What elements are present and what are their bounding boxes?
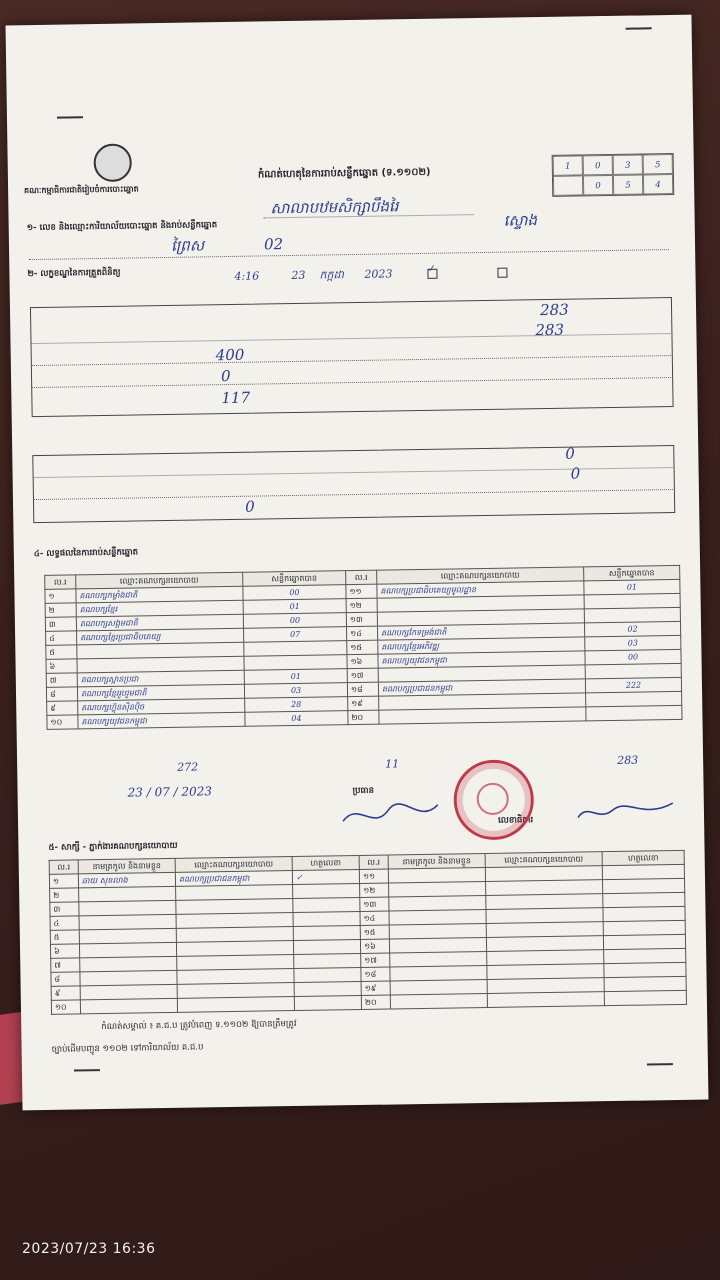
party-cell: [487, 992, 604, 1008]
name-cell: [390, 952, 487, 968]
name-cell: [80, 970, 177, 986]
sign-cell: [603, 920, 685, 935]
emblem-logo: [93, 143, 132, 182]
col-no-cell: ១០: [47, 715, 78, 729]
col-no-cell: ៨: [51, 972, 80, 986]
col-no-cell: ១១: [359, 869, 388, 883]
name-cell: ឆាយ សុខលាង: [78, 872, 175, 888]
name-cell: [390, 994, 487, 1010]
sign-cell: [294, 953, 361, 968]
results-table: [44, 565, 682, 730]
complaints-count: 0: [244, 497, 255, 516]
col-no-cell: ១៩: [361, 981, 390, 995]
section2-label: ២- លក្ខខណ្ឌនៃការត្រួតពិនិត្យ: [27, 267, 121, 280]
col-no-cell: ៦: [50, 944, 79, 958]
col-no-cell: ១៧: [361, 953, 390, 967]
name-cell: [80, 998, 177, 1014]
checkbox-no: [497, 268, 507, 278]
count-month: កក្កដា: [319, 268, 345, 282]
col-no-cell: ១: [49, 874, 78, 888]
photo-timestamp: 2023/07/23 16:36: [22, 1241, 156, 1257]
name-cell: [80, 984, 177, 1000]
sign-cell: [294, 995, 361, 1010]
col-no-cell: ៨: [46, 687, 77, 701]
col-sign: ហត្ថលេខា: [292, 856, 359, 871]
name-cell: [79, 942, 176, 958]
results-label: ៤- លទ្ធផលនៃការរាប់សន្លឹកឆ្នោត: [33, 547, 139, 560]
sign-cell: [293, 883, 360, 898]
name-cell: [79, 900, 176, 916]
station-name: សាលាបឋមសិក្សាបឹងរៃ: [270, 197, 399, 218]
votes-cell: 01: [244, 669, 347, 685]
sign-date: 23 / 07 / 2023: [127, 784, 213, 800]
secretary-label: លេខាធិការ: [497, 815, 534, 826]
divider: [29, 249, 669, 260]
witness-table: [49, 850, 687, 1015]
col-no-cell: ១៧: [347, 668, 378, 682]
votes-cell: 00: [243, 613, 346, 629]
col-no-cell: ១៥: [360, 925, 389, 939]
sign-cell: [604, 948, 686, 963]
col-no-cell: ១១: [346, 584, 377, 598]
district-name: ស្ទោង: [503, 211, 538, 230]
votes-cell: 04: [245, 711, 348, 727]
col-no-cell: ១៦: [347, 654, 378, 668]
sign-cell: ✓: [292, 870, 359, 885]
votes-cell: [585, 663, 681, 679]
col-party: ឈ្មោះគណបក្សនយោបាយ: [485, 852, 602, 868]
col-no-cell: ១៩: [348, 696, 379, 710]
col-votes: សន្លឹកឆ្នោតបាន: [243, 571, 346, 587]
party-cell: គណបក្សសង្គមជាតិ: [76, 614, 243, 631]
col-no-cell: ១៣: [346, 612, 377, 626]
votes-cell: 28: [245, 697, 348, 713]
sign-cell: [293, 897, 360, 912]
col-party: ឈ្មោះគណបក្សនយោបាយ: [76, 572, 243, 589]
form-corner-mark: [647, 1063, 673, 1065]
party-cell: គណបក្សកម្លាំងជាតិ: [76, 586, 243, 603]
sign-cell: [604, 976, 686, 991]
sign-cell: [602, 864, 684, 879]
col-no-cell: ២០: [361, 995, 390, 1009]
form-corner-mark: [626, 27, 652, 29]
name-cell: [79, 914, 176, 930]
grand-total: 283: [617, 753, 639, 767]
col-no-cell: ២០: [348, 710, 379, 724]
name-cell: [80, 956, 177, 972]
col-no-cell: ១៦: [360, 939, 389, 953]
ballots-unused: 117: [221, 388, 251, 408]
voters-total: 283: [539, 300, 569, 320]
party-cell: គណបក្សកែទម្រង់ជាតិ: [378, 623, 585, 640]
col-name: នាមត្រកូល និងនាមខ្លួន: [78, 858, 175, 874]
ballots-spoiled: 0: [220, 366, 231, 386]
name-cell: [79, 886, 176, 902]
col-no-cell: ៣: [50, 902, 79, 916]
footer-line2: ច្បាប់ដើមបញ្ជូន ១១០២ ទៅការិយាល័យ គ.ជ.ប: [51, 1042, 204, 1055]
votes-cell: [584, 593, 680, 609]
party-cell: គណបក្សខ្មែរ: [76, 600, 243, 617]
footer-note: កំណត់សម្គាល់ ៖ គ.ជ.ប ត្រូវបំពេញ ទ.១១០២ ឱ្យបានត្រឹមត្រូវ: [101, 1019, 297, 1033]
section1-label: ១- លេខ និងឈ្មោះការិយាល័យបោះឆ្នោត និងរាប់សន្លឹកឆ្នោត: [26, 220, 218, 234]
sign-cell: [604, 962, 686, 977]
form-title: កំណត់ហេតុនៃការរាប់សន្លឹកឆ្នោត (ទ.១១០២): [257, 166, 431, 181]
party-cell: គណបក្សស្ពានប្រជា: [77, 670, 244, 687]
name-cell: [389, 896, 486, 912]
votes-cell: 02: [584, 621, 680, 637]
col-no-cell: ៤: [46, 631, 77, 645]
sign-cell: [294, 981, 361, 996]
code-digit: 5: [643, 154, 673, 174]
code-digit: 5: [613, 174, 643, 194]
election-count-form: [6, 15, 709, 1111]
col-no-cell: ៩: [47, 701, 78, 715]
party-cell: គណបក្សខ្មែរប្រជាធិបតេយ្យ: [77, 628, 244, 645]
col-party: ឈ្មោះគណបក្សនយោបាយ: [175, 857, 292, 873]
party-cell: គណបក្សយុវជនកម្ពុជា: [378, 651, 585, 668]
code-digit: 0: [583, 155, 613, 175]
code-digit: 0: [583, 175, 613, 195]
party-cell: គណបក្សប្រជាជនកម្ពុជា: [175, 871, 292, 887]
sign-cell: [603, 906, 685, 921]
col-no-cell: ១៤: [347, 626, 378, 640]
sign-cell: [603, 878, 685, 893]
name-cell: [389, 910, 486, 926]
col-no-cell: ៦: [46, 659, 77, 673]
col-sign: ហត្ថលេខា: [602, 850, 684, 865]
col-no-cell: ៣: [45, 617, 76, 631]
col-no-cell: ១០: [51, 1000, 80, 1014]
col-votes: សន្លឹកឆ្នោតបាន: [584, 565, 680, 581]
votes-cell: 07: [244, 627, 347, 643]
party-cell: គណបក្សខ្មែរអភិវឌ្ឍ: [378, 637, 585, 654]
ballots-in-box: 283: [535, 320, 565, 340]
name-cell: [389, 882, 486, 898]
count-time: 4:16: [234, 269, 260, 283]
col-no: ល.រ: [45, 575, 76, 589]
witness-label: ៥- សាក្សី - ភ្នាក់ងារគណបក្សនយោបាយ: [48, 840, 178, 853]
official-stamp: [453, 759, 534, 840]
code-digit: 1: [553, 155, 583, 175]
sign-cell: [603, 934, 685, 949]
party-cell: គណបក្សប្រជាធិបតេយ្យមូលដ្ឋាន: [377, 581, 584, 598]
col-no-cell: ២: [45, 603, 76, 617]
party-cell: [379, 707, 586, 724]
sign-cell: [603, 892, 685, 907]
sign-cell: [293, 911, 360, 926]
col-no-cell: ៧: [46, 673, 77, 687]
col-no-cell: ៧: [51, 958, 80, 972]
col-no-cell: ៥: [46, 645, 77, 659]
complaints-count: 0: [570, 464, 581, 483]
chair-label: ប្រធាន: [352, 785, 375, 797]
count-day: 23: [291, 268, 306, 282]
col-no: ល.រ: [346, 570, 377, 584]
name-cell: [389, 938, 486, 954]
complaints-count: 0: [565, 444, 576, 463]
col-no-cell: ១២: [360, 883, 389, 897]
votes-cell: [584, 607, 680, 623]
votes-cell: 01: [243, 599, 346, 615]
col-no: ល.រ: [49, 860, 78, 874]
secretary-signature: [573, 791, 684, 833]
party-cell: គណបក្សយុវជនកម្ពុជា: [78, 712, 245, 729]
sign-cell: [293, 925, 360, 940]
col-no: ល.រ: [359, 855, 388, 869]
votes-cell: 00: [585, 649, 681, 665]
code-digit: [553, 175, 583, 195]
col-no-cell: ១៨: [347, 682, 378, 696]
votes-cell: 01: [584, 579, 680, 595]
col-no-cell: ១៥: [347, 640, 378, 654]
votes-cell: 03: [244, 683, 347, 699]
name-cell: [79, 928, 176, 944]
spoiled-total: 272: [177, 760, 199, 774]
name-cell: [389, 924, 486, 940]
sign-cell: [604, 990, 686, 1005]
station-code-box: [552, 153, 675, 197]
col-no-cell: ១៤: [360, 911, 389, 925]
votes-cell: 222: [585, 677, 681, 693]
party-cell: គណបក្សប្រជាជនកម្ពុជា: [378, 679, 585, 696]
complaints-block: [32, 445, 675, 523]
name-cell: [390, 980, 487, 996]
commune-name: ព្រៃស: [170, 236, 205, 255]
form-corner-mark: [57, 116, 83, 118]
sign-cell: [294, 967, 361, 982]
ballots-received: 400: [215, 345, 245, 365]
station-number: 02: [263, 235, 284, 254]
votes-cell: [586, 705, 682, 721]
col-no-cell: ១៨: [361, 967, 390, 981]
votes-cell: 03: [585, 635, 681, 651]
party-cell: គណបក្សហ៊្វុនស៊ិនប៉ិច: [78, 698, 245, 715]
col-no-cell: ២: [50, 888, 79, 902]
col-no-cell: ៥: [50, 930, 79, 944]
checkbox-yes: [427, 269, 437, 279]
col-no-cell: ៩: [51, 986, 80, 1000]
name-cell: [390, 966, 487, 982]
votes-cell: [586, 691, 682, 707]
org-name: គណៈកម្មាធិការជាតិរៀបចំការបោះឆ្នោត: [24, 184, 139, 196]
code-digit: 3: [613, 154, 643, 174]
party-cell: [177, 997, 294, 1013]
form-corner-mark: [74, 1069, 100, 1071]
col-no-cell: ១: [45, 589, 76, 603]
chair-signature: [338, 795, 449, 837]
party-cell: គណបក្សខ្មែររួបរួមជាតិ: [77, 684, 244, 701]
col-no-cell: ១៣: [360, 897, 389, 911]
col-party: ឈ្មោះគណបក្សនយោបាយ: [377, 567, 584, 584]
name-cell: [388, 868, 485, 884]
votes-cell: 00: [243, 585, 346, 601]
col-no-cell: ៤: [50, 916, 79, 930]
col-name: នាមត្រកូល និងនាមខ្លួន: [388, 854, 485, 870]
sign-cell: [293, 939, 360, 954]
valid-total: 11: [385, 757, 400, 771]
code-digit: 4: [643, 174, 673, 194]
count-year: 2023: [364, 267, 393, 281]
col-no-cell: ១២: [346, 598, 377, 612]
